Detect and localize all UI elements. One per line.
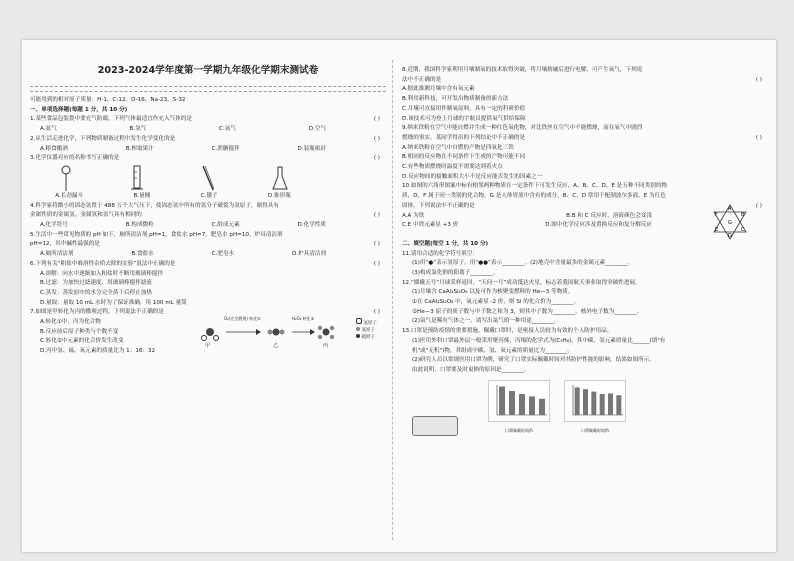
hex-letter-a: A	[728, 205, 732, 212]
bar-chart-2	[564, 380, 626, 422]
bar-chart-1	[488, 380, 550, 422]
face-mask-image	[412, 416, 458, 436]
conical-flask-icon	[270, 164, 290, 192]
tweezers-icon	[199, 164, 219, 192]
q7-legend: 氢原子 氧原子 硫原子	[356, 318, 377, 341]
chart-bar	[608, 393, 613, 415]
q9-option-a: A.纳米铁粉在空气中自燃的产物是四氧化三铁	[402, 144, 514, 151]
q12-part-1: (1)月壤含 CaAl₂Si₂O₈ 以及可作为核聚变燃料的 He—3 等物质。	[412, 289, 574, 296]
chart-1-caption: 口罩佩戴时间/h	[505, 428, 533, 434]
question-1: 1.某些食品包装袋中要充气防腐，下列气体最适宜作充入气体的是 ( )	[30, 116, 380, 123]
dashed-divider	[30, 91, 386, 92]
chart-1-wrap	[488, 380, 550, 436]
chart-bar	[591, 391, 596, 414]
q9-option-d: D.反应物间的接触面积大小不是反应能否发生的因素之一	[402, 173, 543, 180]
q12-part-2: (2)氩气是稀有气体之一，请写出氩气的一种用途________。	[412, 318, 560, 325]
hex-letter-c: C	[741, 226, 745, 233]
q10-block	[402, 202, 768, 240]
chart-bar	[519, 394, 525, 415]
q7-option-a: A.转化①中，丙为化合物	[40, 319, 101, 326]
dashed-divider	[30, 86, 386, 87]
q6-option-b: B.过滤：为加快过滤速度，用玻璃棒搅拌滤液	[40, 280, 152, 287]
question-4: 4.科学家将微小的固态氢置于 488 万个大气压下，使固态氢中所有的氢分子破裂为氢原子，制得具有	[30, 202, 279, 209]
q10-options-ab: A.A 为铁 B.B 和 C 反应时，溶液颜色会变浅	[402, 212, 652, 219]
hex-letter-f: F	[715, 211, 718, 218]
question-11: 11.请用合适的化学符号填空：	[402, 250, 479, 257]
section-heading: 一、单项选择题(每题 1 分，共 10 分)	[30, 106, 128, 113]
chart-bar	[616, 395, 621, 415]
question-9: 9.纳米铁粉在空气中能自燃并生成一种红色氧化物，对比铁丝在空气中不能燃烧，而在氧气中剧烈	[402, 125, 643, 132]
q13-part-1b: 机"或"无机")物，其组成中碳、氢、氧元素的质量比为________。	[412, 347, 573, 354]
chart-bar	[499, 386, 505, 415]
question-7: 7.如图是甲转化为丙的微观过程，下列说法不正确的是 ( )	[30, 309, 380, 316]
q7-arrow-1-label: O₂(完全燃烧) 转化①	[224, 316, 261, 322]
q6-option-d: D.量取：量取 10 mL 水时为了保证准确，用 100 mL 量筒	[40, 299, 187, 306]
q7-options	[40, 318, 155, 357]
hex-letter-d: D	[728, 232, 732, 239]
question-8: 8.近期，我国科学家利用月壤制氧的技术取得突破，将月壤熔融后进行电解，可产生氧气，下列说	[402, 67, 643, 73]
chart-bar	[539, 398, 545, 414]
q5-options: A.厕所清洁剂 B.食盐水 C.肥皂水 D.炉具清洁剂	[40, 251, 326, 258]
q7-option-b: B.反应前后原子种类与个数不变	[40, 328, 119, 335]
question-12: 12.“嫦娥五号”月球采样返回，“天问一号”成功抵达火星，标志着我国航天事业取得突破性进展。	[402, 279, 641, 286]
hex-letter-b: B	[741, 211, 745, 218]
q8-option-a: A.据此推测月壤中含有氧元素	[402, 86, 475, 93]
right-column	[402, 40, 768, 436]
q8-option-c: C.月壤可直接用作制氧原料，具有一定的科研价值	[402, 105, 526, 112]
label-yi: 乙	[273, 343, 279, 350]
question-9-cont: 燃烧的事实，某同学得出的下列结论中不正确的是 ( )	[402, 134, 762, 141]
q12-part-1a: ①在 CaAl₂Si₂O₈ 中，氧元素显 -2 价，则 Si 的化合价为________。	[412, 299, 580, 306]
q13-figures	[402, 376, 768, 436]
q8-option-d: D.该技术可为登上月球的宇航员提供氧气供给保障	[402, 115, 526, 122]
exam-title: 2023-2024学年度第一学期九年级化学期末测试卷	[97, 65, 319, 76]
question-5-cont: pH=12，其中碱性最强的是 ( )	[30, 241, 380, 248]
chart-bar	[529, 396, 535, 415]
atomic-masses: 可能用到的相对原子质量：H-1、C-12、O-16、Na-23、S-32	[30, 97, 186, 103]
section-heading-2: 二、填空题(每空 1 分，共 10 分)	[402, 240, 489, 247]
column-divider	[392, 60, 393, 540]
question-2: 2.从生活走进化学，下列物质制备过程中发生化学变化的是 ( )	[30, 135, 380, 142]
exam-sheet	[22, 40, 776, 552]
q13-part-2b: 由此说明，口罩要及时更换的原因是________。	[412, 366, 530, 373]
q13-part-1: (1)医用外科口罩最外层一般采用聚丙烯，丙烯的化学式为(C₃H₆)，其中碳、氢元素质量比______(填"有	[412, 337, 666, 344]
q7-option-c: C.转化②中元素的化合价发生改变	[40, 338, 124, 345]
question-3: 3.化学仪器对应的名称书写正确的是 ( )	[30, 155, 380, 162]
lab-instrument-figures	[30, 164, 386, 192]
chart-axis	[573, 385, 623, 415]
q12-part-1b: ②He—3 原子的质子数与中子数之和为 3，则其中子数为________，核外电子数为________。	[412, 308, 643, 315]
q7-block	[30, 318, 386, 356]
question-4-cont: 金属性质的金属氢。金属氢和氢气具有相同的 ( )	[30, 212, 380, 219]
question-5: 5.生活中一些常见物质的 pH 如下，厕所清洁剂 pH=1，食盐水 pH=7，肥皂水 pH=10，炉具清洁剂	[30, 231, 283, 238]
q10-options-cd: C.E 中铁元素显 +3 价 D.图中化学反应涉及置换反应和复分解反应	[402, 222, 652, 229]
q7-option-d: D.丙中氢、硫、氧元素的质量比为 1：16：32	[40, 348, 156, 355]
q11-part-1: (1)用“●”表示氢原子，用“●●”表示________。(2)地壳中含量最多的金属元素________。	[412, 260, 634, 267]
q2-options: A.粮食酿酒 B.榨取果汁 C.蔗糖搅拌 D.装瓶密封	[40, 145, 326, 152]
left-column	[30, 40, 386, 356]
q10-paren: ( )	[755, 202, 762, 209]
q1-options: A.氮气 B.氢气 C.氧气 D.空气	[40, 126, 326, 133]
q6-option-a: A.溶解：向水中逐渐加入粗盐时不断用玻璃棒搅拌	[40, 270, 163, 277]
question-10: 10.如图的六角形图案中标有相邻两种物质在一定条件下可发生反应，A、B、C、D、E 是五种不同类别的物	[402, 183, 668, 190]
question-8-cont: 法中不正确的是 ( )	[402, 76, 762, 83]
funnel-icon	[56, 164, 76, 192]
q13-part-2: (2)研究人员以常规医用口罩为例，研究了口罩实际佩戴时间对其防护性能的影响，结果如图所示，	[412, 357, 655, 364]
chart-bar	[509, 391, 515, 415]
label-bing: 丙	[323, 343, 329, 350]
graduated-cylinder-icon	[127, 164, 147, 192]
question-10-cont: 质，D、F 属于同一类别的化合物，G 是人体胃液中含有的成分，B、C、D 常用于配制波尔多液，E 为红色	[402, 193, 666, 200]
q7-arrow-2-label: H₂O₂ 转化②	[292, 316, 315, 322]
hex-letter-e: E	[715, 226, 719, 233]
q3-options: A.长劲漏斗 B.量桶 C.镊子 D.锥形瓶	[55, 192, 291, 199]
question-13: 13.口罩是预防疫情的重要措施，佩戴口罩时，是密接人员较为有效的个人防护用品。	[402, 328, 613, 335]
label-jia: 甲	[205, 343, 211, 350]
chart-2-wrap	[564, 380, 626, 436]
q6-option-c: C.蒸发：蒸发皿中的水分完全蒸干后停止加热	[40, 289, 152, 296]
chart-2-caption: 口罩佩戴时间/h	[581, 428, 609, 434]
q8-option-b: B.利用新科技，可开发出物质制备的新方法	[402, 96, 509, 103]
q9-option-c: C.有些物质燃烧时温度不需要达到着火点	[402, 164, 503, 171]
hexagram-diagram	[710, 204, 750, 240]
q4-options: A.化学符号 B.构成微粒 C.组成元素 D.化学性质	[40, 222, 326, 229]
chart-bar	[575, 387, 580, 415]
chart-bar	[583, 389, 588, 415]
question-6: 6.下列有关“粗盐中难溶性杂质去除的实验”说法中正确的是 ( )	[30, 260, 380, 267]
q10-text: 固体。下列说法中不正确的是 A.A 为铁 B.B 和 C 反应时，溶液颜色会变浅 C.E 中铁元素显 +3 价 D.图中化学反应涉及置换反应和复分解反应	[402, 202, 702, 231]
charts-row	[488, 380, 626, 436]
hex-letter-g: G	[728, 219, 732, 226]
q9-option-b: B.相同的反应物在不同条件下生成的产物可能不同	[402, 154, 526, 161]
q11-part-3: (3)构成氯化钠的阳离子________。	[412, 269, 499, 276]
chart-bar	[600, 394, 605, 415]
